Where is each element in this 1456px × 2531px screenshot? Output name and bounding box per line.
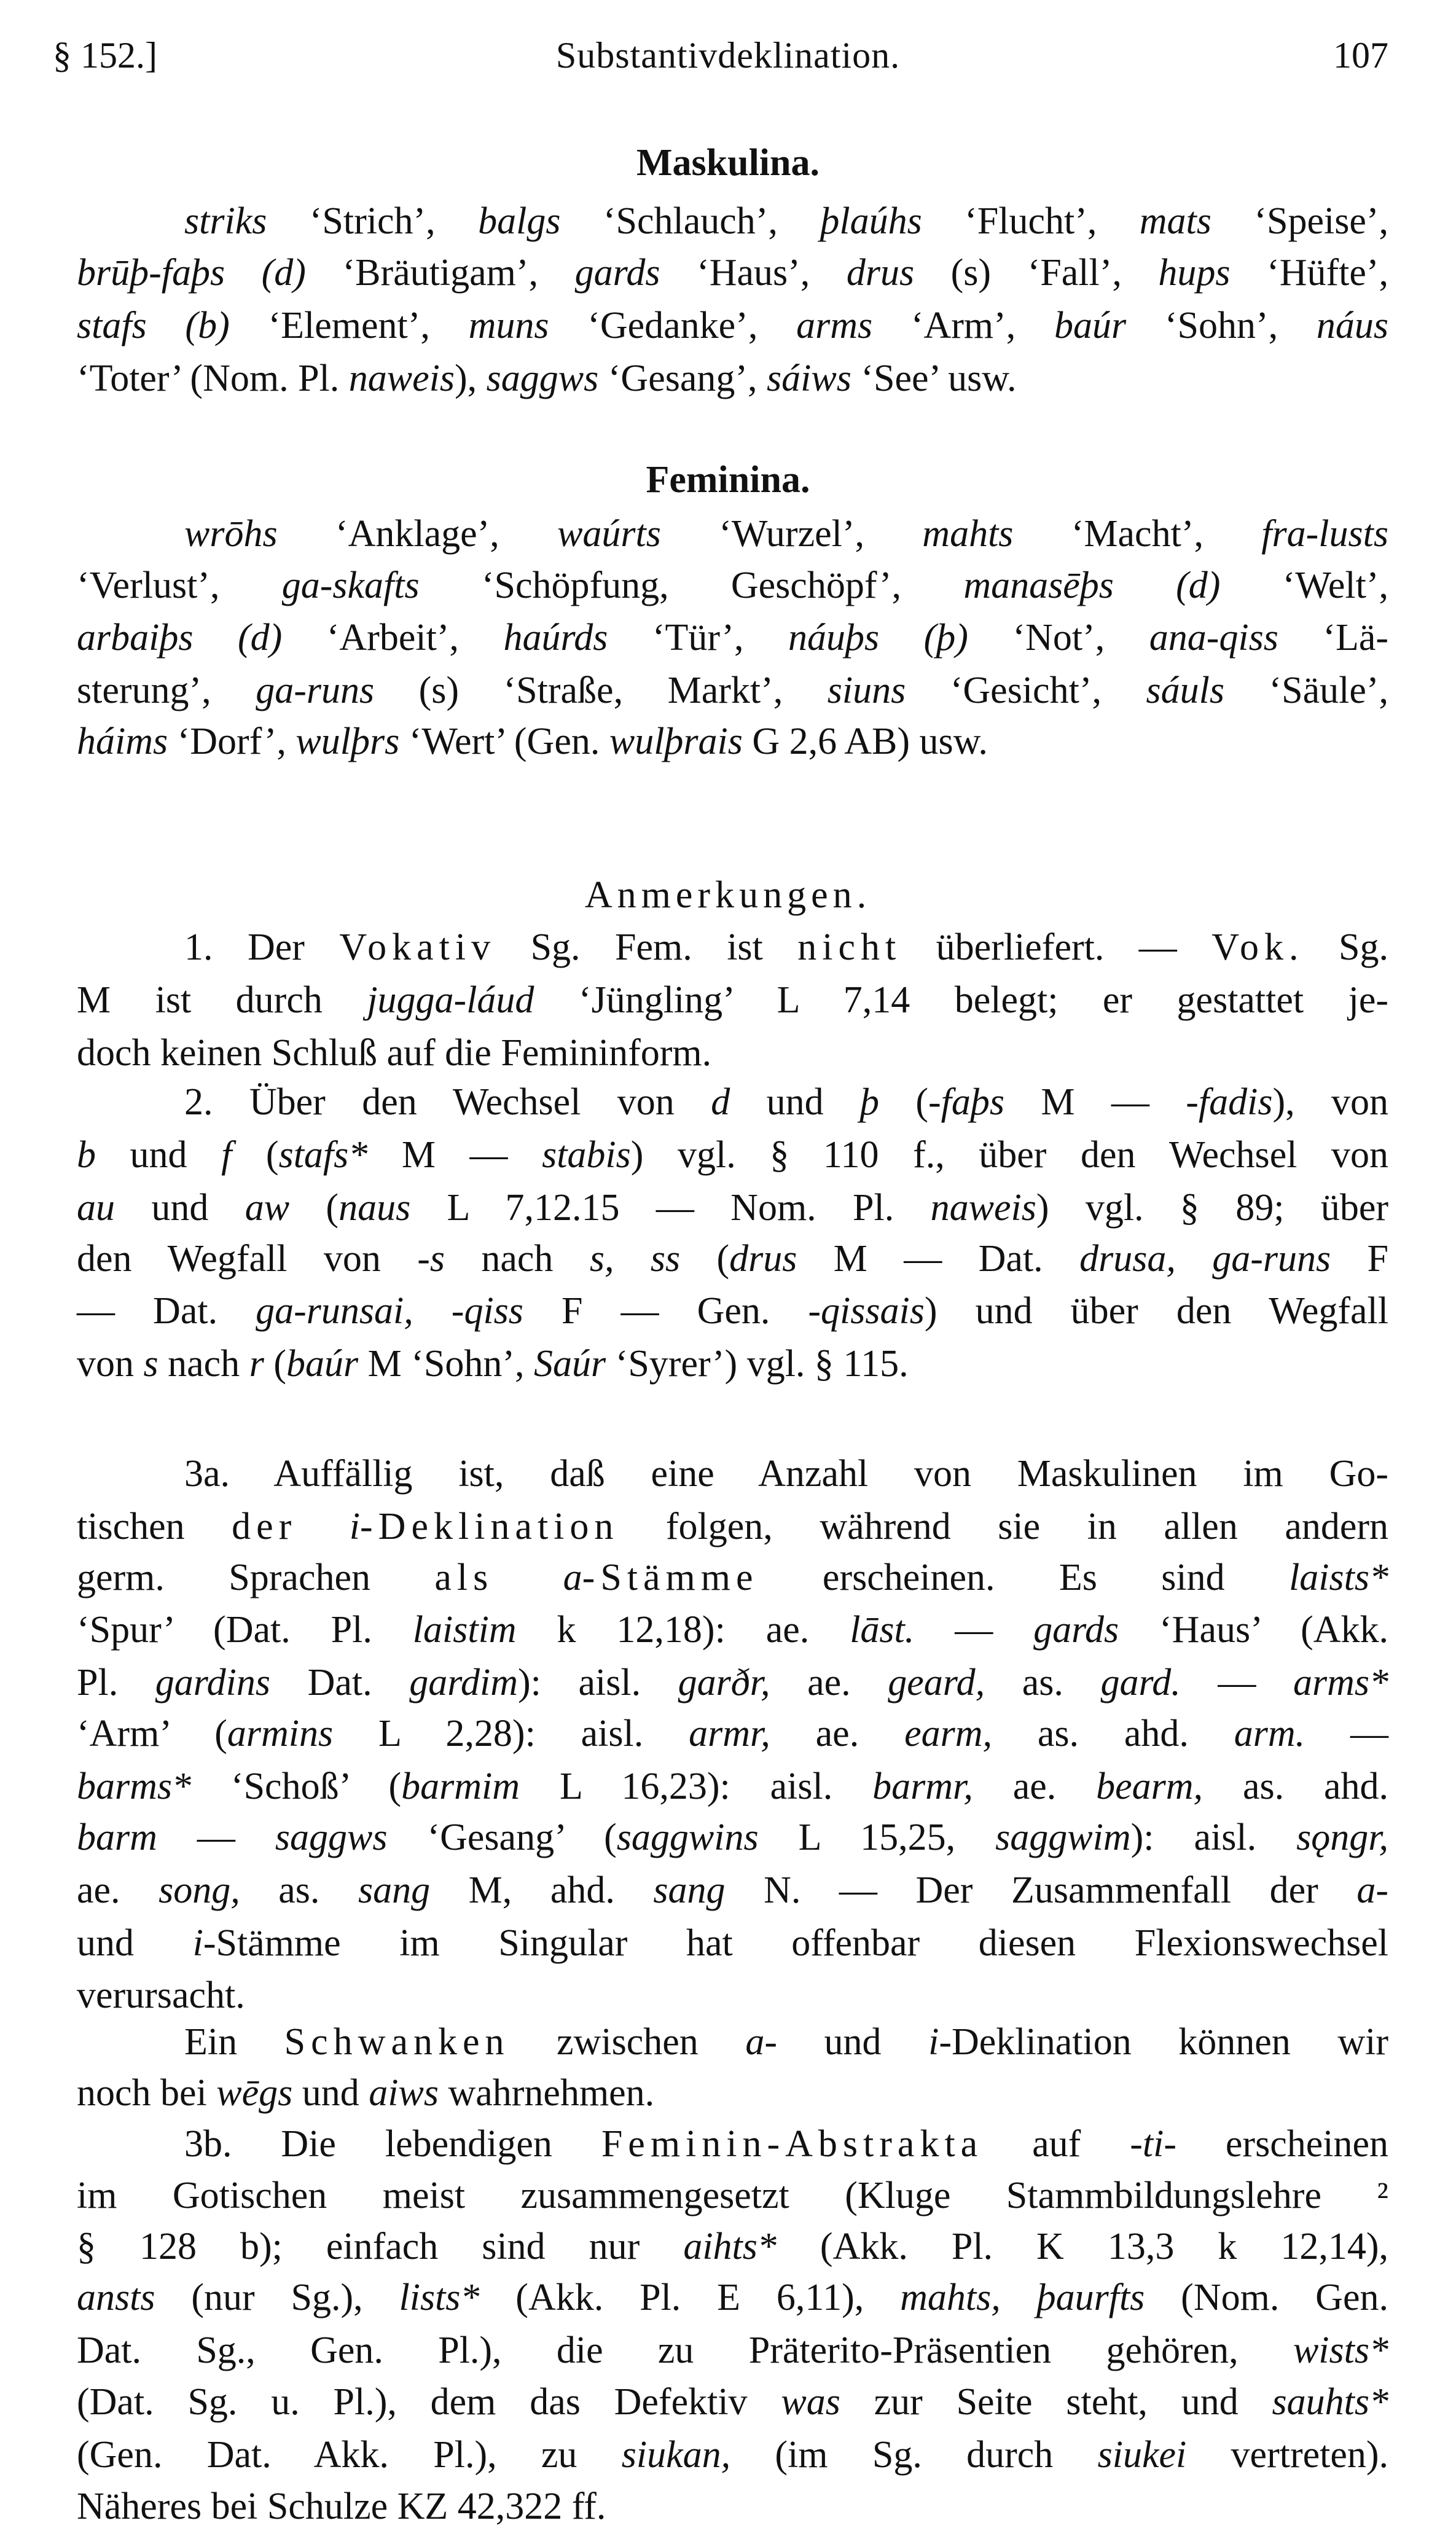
text-run: ‘Gesang’ ( bbox=[387, 1817, 617, 1858]
gothic-term: brūþ-faþs (d) bbox=[77, 252, 306, 294]
text-run: Näheres bei Schulze KZ 42,322 ff. bbox=[77, 2486, 606, 2527]
gothic-term: sáuls bbox=[1146, 670, 1224, 711]
gothic-term: -ti- bbox=[1130, 2123, 1176, 2165]
note-3a-line bbox=[77, 1709, 1388, 1758]
text-run: Vokativ bbox=[339, 926, 496, 968]
gothic-term: háims bbox=[77, 721, 168, 762]
gothic-term: baúr bbox=[286, 1343, 359, 1385]
text-run: nicht bbox=[797, 926, 902, 968]
maskulina-line bbox=[77, 301, 1388, 350]
text-run: ‘Haus’ (Akk. bbox=[1119, 1609, 1388, 1651]
page-number: 107 bbox=[1333, 35, 1388, 76]
text-run: ‘Wert’ (Gen. bbox=[399, 721, 609, 762]
text-run: wahrnehmen. bbox=[438, 2072, 655, 2114]
heading-anmerkungen: Anmerkungen. bbox=[584, 874, 872, 916]
note-3a-continuation-line bbox=[184, 2017, 1388, 2067]
maskulina-line bbox=[77, 354, 1388, 403]
gothic-term: stafs (b) bbox=[77, 305, 230, 346]
note-2-line bbox=[77, 1286, 1388, 1336]
text-run: Sg. bbox=[1304, 926, 1388, 968]
text-run: ‘See’ usw. bbox=[851, 358, 1017, 399]
text-run: ( bbox=[289, 1187, 339, 1229]
text-run: ‘Gedanke’, bbox=[549, 305, 797, 346]
gothic-term: gardins bbox=[155, 1662, 270, 1704]
text-run: im Gotischen meist zusammengesetzt (Kluge Stammbildungslehre ² bbox=[77, 2175, 1388, 2216]
note-3a-line bbox=[77, 1813, 1388, 1862]
gothic-term: gards bbox=[1033, 1609, 1119, 1651]
gothic-term: -faþs bbox=[928, 1081, 1004, 1123]
text-run: zur Seite steht, und bbox=[840, 2381, 1272, 2423]
gothic-term: ana-qiss bbox=[1149, 617, 1278, 659]
text-run: ‘Bräutigam’, bbox=[305, 252, 575, 294]
text-run: M — bbox=[1004, 1081, 1186, 1123]
gothic-term: siukan, bbox=[621, 2434, 731, 2476]
text-run: -Stämme im Singular hat offenbar diesen Flexionswechsel bbox=[203, 1922, 1388, 1964]
text-run: -Stämme bbox=[582, 1557, 759, 1598]
text-run: und bbox=[292, 2072, 369, 2114]
text-run: und bbox=[730, 1081, 860, 1123]
text-run: M ist durch bbox=[77, 979, 367, 1021]
gothic-term: gards bbox=[574, 252, 660, 294]
gothic-term: au bbox=[77, 1187, 115, 1229]
gothic-term: aihts* bbox=[683, 2226, 777, 2267]
text-run: as. bbox=[240, 1869, 358, 1911]
feminina-line bbox=[184, 509, 1388, 558]
text-run: F — Gen. bbox=[523, 1290, 808, 1332]
text-run: von bbox=[77, 1343, 144, 1385]
text-run: (Akk. Pl. E 6,11), bbox=[479, 2277, 901, 2318]
gothic-term: song, bbox=[159, 1869, 240, 1911]
gothic-term: a- bbox=[745, 2021, 777, 2063]
gothic-term: was bbox=[781, 2381, 840, 2423]
gothic-term: sang bbox=[653, 1869, 726, 1911]
text-run: ): aisl. bbox=[1130, 1817, 1297, 1858]
gothic-term: aw bbox=[245, 1187, 290, 1229]
text-run: zwischen bbox=[509, 2021, 746, 2063]
text-run: Schwanken bbox=[284, 2021, 510, 2063]
text-run: ( bbox=[264, 1343, 286, 1385]
gothic-term: hups bbox=[1158, 252, 1231, 294]
gothic-term: drusa, ga-runs bbox=[1079, 1238, 1331, 1280]
note-3b-line bbox=[77, 2222, 1388, 2271]
gothic-term: i bbox=[192, 1922, 203, 1964]
text-run: den Wegfall von bbox=[77, 1238, 418, 1280]
gothic-term: saggwins bbox=[616, 1817, 759, 1858]
gothic-term: lists* bbox=[399, 2277, 480, 2318]
section-reference: § 152.] bbox=[53, 35, 157, 76]
gothic-term: fra-lusts bbox=[1261, 513, 1388, 555]
gothic-term: s, ss bbox=[589, 1238, 681, 1280]
text-run: ‘Dorf’, bbox=[168, 721, 296, 762]
text-run: ( bbox=[680, 1238, 730, 1280]
gothic-term: stafs* bbox=[278, 1134, 368, 1176]
gothic-term: d bbox=[711, 1081, 730, 1123]
text-run: ‘Hüfte’, bbox=[1230, 252, 1389, 294]
text-run: — Dat. bbox=[77, 1290, 256, 1332]
note-3a-line bbox=[77, 1605, 1388, 1654]
gothic-term: þ bbox=[859, 1081, 879, 1123]
gothic-term: mahts, þaurfts bbox=[900, 2277, 1145, 2318]
note-2-line bbox=[77, 1183, 1388, 1232]
text-run: as. ahd. bbox=[992, 1713, 1234, 1754]
note-3a-line bbox=[77, 1971, 1388, 2020]
gothic-term: f bbox=[221, 1134, 232, 1176]
gothic-term: striks bbox=[184, 200, 267, 242]
text-run: (Gen. Dat. Akk. Pl.), zu bbox=[77, 2434, 622, 2476]
note-2-line bbox=[184, 1078, 1388, 1127]
text-run: nach bbox=[445, 1238, 590, 1280]
text-run: erscheinen. Es sind bbox=[758, 1557, 1290, 1598]
gothic-term: -fadis bbox=[1186, 1081, 1273, 1123]
text-run: ae. bbox=[77, 1869, 159, 1911]
gothic-term: náus bbox=[1316, 305, 1389, 346]
text-run: — bbox=[157, 1817, 275, 1858]
text-run: ‘Säule’, bbox=[1224, 670, 1389, 711]
gothic-term: waúrts bbox=[557, 513, 661, 555]
text-run: ‘Haus’, bbox=[660, 252, 847, 294]
text-run: ‘Flucht’, bbox=[922, 200, 1140, 242]
text-run: ‘Gesicht’, bbox=[906, 670, 1146, 711]
gothic-term: naweis bbox=[348, 358, 455, 399]
text-run: F bbox=[1331, 1238, 1388, 1280]
text-run: (Nom. Gen. bbox=[1145, 2277, 1388, 2318]
text-run: (nur Sg.), bbox=[155, 2277, 399, 2318]
text-run: (s) ‘Straße, Markt’, bbox=[374, 670, 828, 711]
gothic-term: laists* bbox=[1289, 1557, 1388, 1598]
gothic-term: s bbox=[143, 1343, 159, 1385]
note-3b-line bbox=[77, 2171, 1388, 2220]
text-run: ( bbox=[232, 1134, 279, 1176]
note-3a-line bbox=[77, 1502, 1388, 1551]
gothic-term: wists* bbox=[1293, 2330, 1388, 2371]
note-3b-line bbox=[77, 2377, 1388, 2427]
text-run: sterung’, bbox=[77, 670, 256, 711]
gothic-term: lāst. bbox=[850, 1609, 915, 1651]
text-run: ‘Strich’, bbox=[267, 200, 479, 242]
gothic-term: garðr, bbox=[678, 1662, 770, 1704]
text-run: ‘Speise’, bbox=[1211, 200, 1389, 242]
maskulina-line bbox=[77, 248, 1388, 297]
text-run: ‘Macht’, bbox=[1013, 513, 1262, 555]
text-run: 2. Über den Wechsel von bbox=[184, 1081, 711, 1123]
gothic-term: haúrds bbox=[503, 617, 608, 659]
gothic-term: barmr, bbox=[872, 1766, 973, 1807]
text-run: ) und über den Wegfall bbox=[924, 1290, 1388, 1332]
note-1-line bbox=[77, 976, 1388, 1025]
gothic-term: aiws bbox=[369, 2072, 439, 2114]
text-run: ‘Arm’ ( bbox=[77, 1713, 227, 1754]
text-run: der bbox=[232, 1506, 350, 1547]
text-run: tischen bbox=[77, 1506, 232, 1547]
text-run: ), von bbox=[1272, 1081, 1388, 1123]
text-run: ‘Sohn’, bbox=[1126, 305, 1317, 346]
note-3b-line bbox=[184, 2119, 1388, 2169]
text-run: ‘Wurzel’, bbox=[660, 513, 923, 555]
gothic-term: armr, bbox=[689, 1713, 770, 1754]
gothic-term: jugga-láud bbox=[367, 979, 534, 1021]
maskulina-line bbox=[184, 197, 1388, 246]
text-run: G 2,6 AB) usw. bbox=[742, 721, 988, 762]
gothic-term: siuns bbox=[827, 670, 906, 711]
gothic-term: náuþs (þ) bbox=[788, 617, 968, 659]
gothic-term: laistim bbox=[412, 1609, 517, 1651]
gothic-term: ga-runsai, -qiss bbox=[256, 1290, 523, 1332]
gothic-term: naus bbox=[339, 1187, 411, 1229]
note-3b-line bbox=[77, 2482, 1388, 2531]
text-run: und bbox=[115, 1187, 245, 1229]
text-run: doch keinen Schluß auf die Femininform. bbox=[77, 1032, 712, 1074]
gothic-term: saggws bbox=[275, 1817, 388, 1858]
gothic-term: i bbox=[928, 2021, 939, 2063]
text-run: ae. bbox=[770, 1662, 888, 1704]
text-run: M ‘Sohn’, bbox=[358, 1343, 534, 1385]
note-3a-line bbox=[77, 1553, 1388, 1602]
text-run: — bbox=[914, 1609, 1034, 1651]
gothic-term: i bbox=[349, 1506, 361, 1547]
text-run: 1. Der bbox=[184, 926, 340, 968]
text-run: und bbox=[777, 2021, 929, 2063]
text-run: ‘Syrer’) vgl. § 115. bbox=[606, 1343, 909, 1385]
text-run: ): aisl. bbox=[518, 1662, 678, 1704]
text-run: ‘Jüngling’ L 7,14 belegt; er gestattet je- bbox=[534, 979, 1389, 1021]
feminina-line bbox=[77, 613, 1388, 662]
text-run: auf bbox=[983, 2123, 1130, 2165]
note-3a-line bbox=[77, 1658, 1388, 1707]
text-run: ‘Toter’ (Nom. Pl. bbox=[77, 358, 349, 399]
gothic-term: drus bbox=[729, 1238, 797, 1280]
note-3a-continuation-line bbox=[77, 2068, 1388, 2118]
note-3a-line bbox=[77, 1762, 1388, 1811]
text-run: und bbox=[96, 1134, 222, 1176]
gothic-term: mats bbox=[1139, 200, 1211, 242]
text-run: ‘Tür’, bbox=[608, 617, 788, 659]
gothic-term: a- bbox=[1356, 1869, 1388, 1911]
text-run: L 7,12.15 — Nom. Pl. bbox=[410, 1187, 931, 1229]
text-run: (im Sg. durch bbox=[730, 2434, 1098, 2476]
gothic-term: barmim bbox=[401, 1766, 520, 1807]
text-run: as. ahd. bbox=[1203, 1766, 1388, 1807]
text-run: noch bei bbox=[77, 2072, 217, 2114]
gothic-term: drus bbox=[846, 252, 915, 294]
gothic-term: wrōhs bbox=[184, 513, 278, 555]
note-2-line bbox=[77, 1130, 1388, 1179]
text-run: — bbox=[1180, 1662, 1293, 1704]
text-run: überliefert. — bbox=[901, 926, 1212, 968]
note-3b-line bbox=[77, 2430, 1388, 2479]
text-run: ) vgl. § 89; über bbox=[1036, 1187, 1388, 1229]
text-run: Dat. Sg., Gen. Pl.), die zu Präterito-Präsentien gehören, bbox=[77, 2330, 1293, 2371]
text-run: 3b. Die lebendigen bbox=[184, 2123, 601, 2165]
text-run: (Dat. Sg. u. Pl.), dem das Defektiv bbox=[77, 2381, 781, 2423]
text-run: ae. bbox=[973, 1766, 1097, 1807]
gothic-term: -qissais bbox=[808, 1290, 925, 1332]
gothic-term: balgs bbox=[478, 200, 561, 242]
text-run: ae. bbox=[770, 1713, 905, 1754]
text-run: § 128 b); einfach sind nur bbox=[77, 2226, 684, 2267]
gothic-term: siukei bbox=[1097, 2434, 1187, 2476]
gothic-term: geard, bbox=[888, 1662, 985, 1704]
gothic-term: Saúr bbox=[534, 1343, 606, 1385]
gothic-term: arms* bbox=[1293, 1662, 1388, 1704]
gothic-term: ansts bbox=[77, 2277, 155, 2318]
text-run: — bbox=[1305, 1713, 1389, 1754]
text-run: 3a. Auffällig ist, daß eine Anzahl von Maskulinen im Go- bbox=[184, 1453, 1388, 1495]
note-2-line bbox=[77, 1234, 1388, 1283]
text-run: folgen, während sie in allen andern bbox=[619, 1506, 1389, 1547]
text-run: Sg. Fem. ist bbox=[496, 926, 798, 968]
text-run: germ. Sprachen bbox=[77, 1557, 435, 1598]
text-run: M — Dat. bbox=[797, 1238, 1080, 1280]
text-run: ‘Schlauch’, bbox=[560, 200, 821, 242]
gothic-term: sǫngr, bbox=[1296, 1817, 1388, 1858]
note-1-line bbox=[184, 923, 1388, 972]
text-run: als bbox=[434, 1557, 563, 1598]
text-run: L 2,28): aisl. bbox=[333, 1713, 689, 1754]
gothic-term: sáiws bbox=[767, 358, 851, 399]
gothic-term: bearm, bbox=[1096, 1766, 1204, 1807]
gothic-term: gardim bbox=[409, 1662, 519, 1704]
text-run: Feminin-Abstrakta bbox=[601, 2123, 984, 2165]
gothic-term: wulþrs bbox=[296, 721, 400, 762]
running-title: Substantivdeklination. bbox=[555, 35, 901, 76]
gothic-term: naweis bbox=[930, 1187, 1036, 1229]
gothic-term: ga-skafts bbox=[281, 565, 420, 606]
gothic-term: manasēþs (d) bbox=[963, 565, 1221, 606]
text-run: ‘Spur’ (Dat. Pl. bbox=[77, 1609, 413, 1651]
text-run: ‘Element’, bbox=[229, 305, 469, 346]
gothic-term: armins bbox=[227, 1713, 334, 1754]
gothic-term: gard. bbox=[1100, 1662, 1181, 1704]
text-run: ‘Schöpfung, Geschöpf’, bbox=[419, 565, 964, 606]
note-3b-line bbox=[77, 2273, 1388, 2322]
text-run: Pl. bbox=[77, 1662, 155, 1704]
feminina-line bbox=[77, 561, 1388, 610]
gothic-term: wulþrais bbox=[609, 721, 743, 762]
gothic-term: arbaiþs (d) bbox=[77, 617, 283, 659]
text-run: (s) ‘Fall’, bbox=[914, 252, 1159, 294]
gothic-term: stabis bbox=[542, 1134, 631, 1176]
text-run: ‘Welt’, bbox=[1220, 565, 1388, 606]
text-run: ‘Arbeit’, bbox=[282, 617, 504, 659]
gothic-term: sauhts* bbox=[1272, 2381, 1388, 2423]
gothic-term: barms* bbox=[77, 1766, 192, 1807]
gothic-term: muns bbox=[468, 305, 549, 346]
note-3a-line bbox=[77, 1919, 1388, 1968]
gothic-term: mahts bbox=[922, 513, 1014, 555]
text-run: Dat. bbox=[270, 1662, 410, 1704]
gothic-term: b bbox=[77, 1134, 96, 1176]
text-run: und bbox=[77, 1922, 193, 1964]
text-run: L 16,23): aisl. bbox=[520, 1766, 873, 1807]
text-run: ), bbox=[455, 358, 487, 399]
note-2-line bbox=[77, 1339, 1388, 1388]
gothic-term: þlaúhs bbox=[820, 200, 922, 242]
text-run: erscheinen bbox=[1176, 2123, 1388, 2165]
text-run: ‘Not’, bbox=[968, 617, 1149, 659]
note-3a-line bbox=[77, 1866, 1388, 1915]
gothic-term: arms bbox=[796, 305, 873, 346]
heading-maskulina: Maskulina. bbox=[636, 142, 820, 184]
text-run: ‘Schoß’ ( bbox=[191, 1766, 402, 1807]
gothic-term: saggwim bbox=[995, 1817, 1131, 1858]
gothic-term: baúr bbox=[1054, 305, 1127, 346]
heading-feminina: Feminina. bbox=[646, 459, 810, 501]
text-run: ) vgl. § 110 f., über den Wechsel von bbox=[630, 1134, 1388, 1176]
text-run: M, ahd. bbox=[430, 1869, 654, 1911]
gothic-term: r bbox=[249, 1343, 264, 1385]
text-run: k 12,18): ae. bbox=[516, 1609, 850, 1651]
text-run: M — bbox=[367, 1134, 542, 1176]
text-run: N. — Der Zusammenfall der bbox=[725, 1869, 1357, 1911]
text-run: (Akk. Pl. K 13,3 k 12,14), bbox=[776, 2226, 1388, 2267]
text-run: Vok. bbox=[1211, 926, 1304, 968]
text-run: Ein bbox=[184, 2021, 284, 2063]
text-run: -Deklination bbox=[360, 1506, 619, 1547]
gothic-term: a bbox=[563, 1557, 582, 1598]
feminina-line bbox=[77, 717, 1388, 766]
note-1-line bbox=[77, 1028, 1388, 1078]
gothic-term: sang bbox=[358, 1869, 431, 1911]
gothic-term: ga-runs bbox=[256, 670, 375, 711]
gothic-term: arm. bbox=[1234, 1713, 1305, 1754]
text-run: ‘Arm’, bbox=[872, 305, 1054, 346]
note-3a-line bbox=[184, 1449, 1388, 1498]
text-run: verursacht. bbox=[77, 1974, 245, 2016]
gothic-term: saggws bbox=[486, 358, 599, 399]
text-run: ‘Gesang’, bbox=[598, 358, 767, 399]
text-run: ‘Anklage’, bbox=[277, 513, 558, 555]
text-run: -Deklination können wir bbox=[939, 2021, 1389, 2063]
gothic-term: -s bbox=[417, 1238, 445, 1280]
note-3b-line bbox=[77, 2326, 1388, 2375]
text-run: as. bbox=[985, 1662, 1101, 1704]
text-run: ‘Lä- bbox=[1278, 617, 1389, 659]
gothic-term: barm bbox=[77, 1817, 157, 1858]
gothic-term: wēgs bbox=[216, 2072, 293, 2114]
text-run: nach bbox=[158, 1343, 249, 1385]
text-run: ‘Verlust’, bbox=[77, 565, 282, 606]
feminina-line bbox=[77, 666, 1388, 715]
text-run: ( bbox=[879, 1081, 928, 1123]
gothic-term: earm, bbox=[904, 1713, 992, 1754]
text-run: vertreten). bbox=[1186, 2434, 1389, 2476]
text-run: L 15,25, bbox=[758, 1817, 996, 1858]
